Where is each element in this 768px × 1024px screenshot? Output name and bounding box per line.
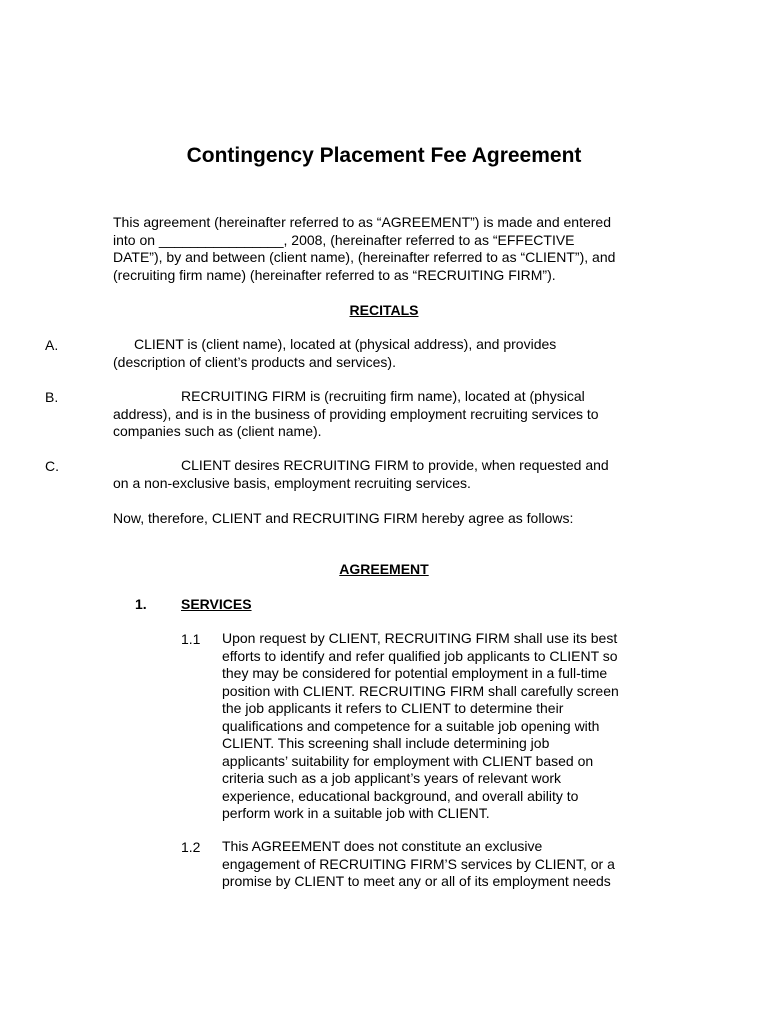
document-title: Contingency Placement Fee Agreement — [186, 144, 582, 167]
intro-line: into on ________________, 2008, (hereinafter referred to as “EFFECTIVE — [113, 231, 575, 248]
recital-line-text: RECRUITING FIRM is (recruiting firm name), located at (physical — [181, 388, 585, 404]
recital-a-text — [113, 336, 643, 371]
recitals-heading: RECITALS — [349, 302, 419, 318]
recital-line: companies such as (client name). — [113, 423, 322, 439]
recital-b-text — [113, 388, 643, 441]
recital-line-text: CLIENT desires RECRUITING FIRM to provide, when requested and — [181, 457, 609, 473]
clause-line: the job applicants it refers to CLIENT to determine their — [222, 700, 564, 716]
clause-1-1-text — [222, 630, 662, 823]
recital-line: (description of client’s products and services). — [113, 353, 396, 370]
clause-line: position with CLIENT. RECRUITING FIRM shall carefully screen — [222, 682, 619, 699]
intro-line: (recruiting firm name) (hereinafter referred to as “RECRUITING FIRM”). — [113, 266, 556, 283]
intro-line: This agreement (hereinafter referred to as “AGREEMENT”) is made and entered — [113, 214, 611, 230]
clause-1-2-text — [222, 838, 662, 891]
recital-line: on a non-exclusive basis, employment recruiting services. — [113, 474, 471, 491]
clause-line: CLIENT. This screening shall include determining job — [222, 735, 550, 751]
clause-line: qualifications and competence for a suitable job opening with — [222, 717, 600, 734]
clause-line: Upon request by CLIENT, RECRUITING FIRM shall use its best — [222, 630, 618, 646]
clause-line: applicants’ suitability for employment with CLIENT based on — [222, 752, 594, 769]
recital-line: address), and is in the business of providing employment recruiting services to — [113, 405, 599, 422]
clause-line: efforts to identify and refer qualified job applicants to CLIENT so — [222, 647, 618, 664]
recital-line — [113, 388, 643, 406]
recital-line-text: CLIENT is (client name), located at (physical address), and provides — [134, 336, 557, 352]
recital-line — [113, 336, 643, 354]
intro-line: DATE”), by and between (client name), (hereinafter referred to as “CLIENT”), and — [113, 249, 616, 265]
recital-c-text — [113, 457, 643, 492]
recital-letter-a: A. — [45, 337, 59, 353]
clause-line: This AGREEMENT does not constitute an exclusive — [222, 838, 543, 854]
recital-line — [113, 457, 643, 475]
section-number: 1. — [135, 596, 147, 612]
intro-paragraph — [113, 214, 673, 284]
recital-letter-c: C. — [45, 458, 59, 474]
clause-line: criteria such as a job applicant’s years of relevant work — [222, 770, 562, 786]
section-title: SERVICES — [181, 596, 252, 612]
clause-line: experience, educational background, and overall ability to — [222, 787, 579, 804]
agreement-heading: AGREEMENT — [339, 561, 429, 577]
clause-number: 1.2 — [181, 839, 201, 855]
clause-number: 1.1 — [181, 631, 201, 647]
clause-line: promise by CLIENT to meet any or all of its employment needs — [222, 873, 611, 889]
clause-line: engagement of RECRUITING FIRM’S services by CLIENT, or a — [222, 855, 615, 872]
recital-letter-b: B. — [45, 389, 59, 405]
clause-line: they may be considered for potential employment in a full-time — [222, 665, 608, 681]
now-therefore-paragraph: Now, therefore, CLIENT and RECRUITING FIRM hereby agree as follows: — [113, 510, 574, 526]
clause-line: perform work in a suitable job with CLIENT. — [222, 805, 490, 821]
